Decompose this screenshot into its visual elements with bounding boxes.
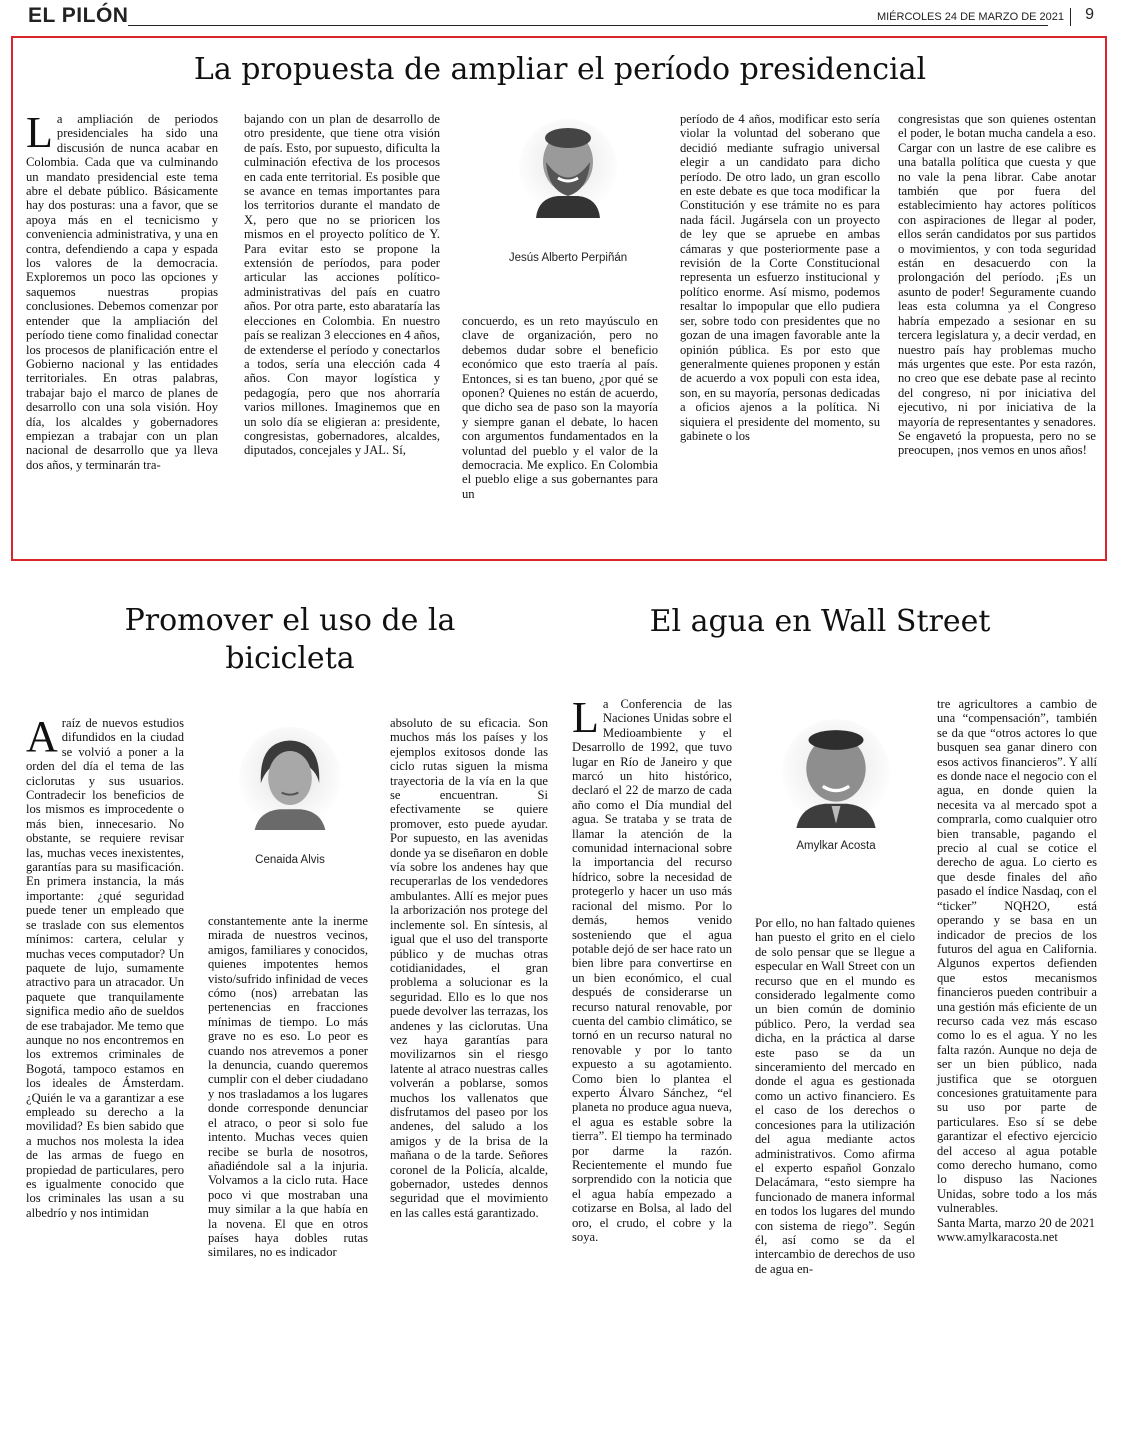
article1-col5-text: congresistas que son quienes ostentan el poder, le botan mucha candela a eso. Cargar con un lastre de ese calibre es una batalla política que cuesta y que no vale la pena librar. Cabe anotar también que por fuera del establecimiento hay actores políticos con aspiraciones de llegar al poder, ellos serán candidatos por sus partidos o movimientos, y con toda seguridad están en desacuerdo con la prolongación del período. ¡Es un asunto de poder! Seguramente cuando leas esta columna ya el Congreso habría empezado a sesionar en su tercera legislatura y, a decir verdad, en nuestro país hay problemas mucho más urgentes que este. Por esta razón, no creo que ese debate pase al recinto del congreso, ni por iniciativa del ejecutivo, ni por iniciativa de la mayoría de representantes y senadores. Se engavetó la propuesta, pero no se preocupen, ¡nos vemos en unos años! [898,112,1096,458]
article1-column-3 [462,314,658,501]
article3-column-2 [755,916,915,1276]
article1-column-4 [680,112,880,443]
author-website: www.amylkaracosta.net [937,1230,1058,1245]
signoff: Santa Marta, marzo 20 de 2021 [937,1215,1096,1230]
article3-col1-text: a Conferencia de las Naciones Unidas sobre el Medioambiente y el Desarrollo de 1992, que tuvo lugar en Río de Janeiro y que marcó un hito histórico, declaró el 22 de marzo de cada año como el Día mundial del agua. Se trataba y se trata de llamar la atención de la comunidad internacional sobre la importancia del recurso hídrico, sobre la necesidad de protegerlo y hacer un uso más racional del mismo. Por lo demás, hemos venido sosteniendo que el agua potable dejó de ser hace rato un bien libre para convertirse en un bien económico, el cual después de considerarse un recurso natural renovable, por cuenta del cambio climático, se tornó en un recurso natural no renovable y por lo tanto expuesto a su agotamiento. Como bien lo plantea el experto Álvaro Sánchez, “el planeta no produce agua nueva, el agua es estable sobre la tierra”. El tiempo ha terminado por darme la razón. Recientemente el mundo fue sorprendido con la noticia que el agua había empezado a cotizarse en Bolsa, al lado del oro, el crudo, el cobre y la soya. [572,697,732,1245]
article3-col2-text: Por ello, no han faltado quienes han puesto el grito en el cielo de solo pensar que se llegue a especular en Wall Street con un recurso que en el mundo es considerado legalmente como un bien común de dominio público. Pero, la verdad sea dicha, en la práctica al darse este paso se da un sinceramiento del mercado en donde el agua es gestionada como un activo financiero. Es el caso de los derechos o concesiones para la utilización del agua mediante actos administrativos. Como afirma el experto español Gonzalo Delacámara, “esto siempre ha funcionado de manera informal en todos los lugares del mundo con sistema de riego”. Según él, así como se da el intercambio de derechos de uso de agua en- [755,916,915,1276]
article1-col2-text: bajando con un plan de desarrollo de otro presidente, que tiene otra visión de país. Esto, por supuesto, dificulta la culminación efectiva de los procesos en cada ente territorial. Es posible que se avance en temas importantes para los territorios durante el mandato de X, pero que no se prioricen los mismos en el proyecto político de Y. Para evitar esto se propone la extensión de períodos, para poder articular las acciones político-administrativas del país en cuatro años. Por otra parte, esto abarataría las elecciones en Colombia. En nuestro país se realizan 3 elecciones en 4 años, de extenderse el período y conectarlos a todos, sería una elección cada 4 años. Con mayor logística y pedagogía, pero que nos ahorraría varios millones. Imaginemos que en un solo día se eligieran a: presidente, congresistas, gobernadores, alcaldes, diputados, concejales y JAL. Sí, [244,112,440,458]
article1-col4-text: período de 4 años, modificar esto sería violar la voluntad del soberano que decidió mediante sufragio universal elegir a un candidato para dicho período. De otro lado, un gran escollo en este debate es que toca modificar la Constitución y ese trámite no es para nada fácil. Jugársela con un proyecto de ley que se apruebe en ambas cámaras y que posteriormente pase a revisión de la Corte Constitucional representa un esfuerzo institucional y político enorme. Así mismo, podemos resaltar lo impopular que ello pudiera ser, sobre todo con presidentes que no gozan de una imagen favorable ante la opinión pública. Es por esto que generalmente quienes proponen y están de acuerdo a vox populi con esta idea, son, en su mayoría, personas dedicadas a oficios ajenos a la política. Ni siquiera el presidente del momento, su gabinete o los [680,112,880,443]
drop-cap: L [26,108,53,157]
article2-col3-text: absoluto de su eficacia. Son muchos más los países y los ejemplos exitosos donde las ciclo rutas siguen la misma trayectoria de la vía en la que se encuentran. Si efectivamente se quiere promover, esto puede ayudar. Por supuesto, en las avenidas donde ya se diseñaron en doble vía sobre los andenes hay que recuperarlas de los vendedores ambulantes. Allí es mejor pues la arborización nos protege del inclemente sol. En síntesis, al igual que el uso del transporte público y de muchas otras cotidianidades, el gran problema a solucionar es la seguridad. Ello es lo que nos puede devolver las terrazas, los andenes y las ciclorutas. Una vez haya garantías para movilizarnos sin el riesgo latente al atraco nuestras calles volverán a poblarse, somos muchos los vallenatos que disfrutamos del paseo por los andenes, del saludo a los amigos y de la brisa de la mañana o de la tarde. Señores coronel de la Policía, alcalde, gobernador, ustedes dennos seguridad que el movimiento en las calles está garantizado. [390,716,548,1220]
author-name: Cenaida Alvis [255,854,325,866]
article-title-water: El agua en Wall Street [649,604,991,639]
author-name: Jesús Alberto Perpiñán [508,252,628,264]
article1-col3-text: concuerdo, es un reto mayúsculo en clave de organización, pero no debemos dudar sobre el beneficio económico que esto traería al país. Entonces, si es tan bueno, ¿por qué se oponen? Quienes no están de acuerdo, que dicho sea de paso son la mayoría y siempre ganan el debate, lo hacen con argumentos fundamentados en la voluntad del pueblo y el valor de la democracia. Me explico. En Colombia el pueblo elige a sus gobernantes para un [462,314,658,501]
masthead-rule [128,25,1048,26]
author-name: Amylkar Acosta [796,840,876,852]
author-portrait [781,718,891,828]
article-title-bicycle: Promover el uso de la bicicleta [124,603,456,676]
author-block-alvis [210,726,370,876]
author-portrait [518,118,618,218]
article2-column-3 [390,716,548,1220]
article3-column-3 [937,697,1097,1244]
article1-column-5 [898,112,1096,458]
article2-col2-text: constantemente ante la inerme mirada de nuestros vecinos, amigos, familiares y conocidos, quienes impotentes hemos visto/sufrido infinidad de veces cómo (nos) arrebatan las pertenencias en fracciones mínimas de tiempo. Lo más grave no es eso. Lo peor es cuando nos atrevemos a poner la denuncia, cuando queremos cumplir con el deber ciudadano y nos trasladamos a los lugares donde corresponde denunciar el atraco, o peor si solo fue intento. Muchas veces quien recibe se burla de nosotros, añadiéndole sal a la injuria. Volvamos a la ciclo ruta. Hace poco vi que mostraban una muy similar a la que había en la novena. El que en otros países haya dobles rutas similares, no es indicador [208,914,368,1260]
article3-col3-text: tre agricultores a cambio de una “compensación”, también se da que “otros actores lo que busquen sea ganar dinero con esos activos financieros”. Y allí es donde nace el negocio con el agua, en donde quien la necesita va al mercado spot a comprarla, como cualquier otro bien transable, pagando el precio al cual se cotice el derecho de agua. Lo cierto es que desde finales del año pasado el índice Nasdaq, con el “ticker” NQH2O, está operando y se basa en un indicador de precios de los futuros del agua en California. Algunos expertos defienden que estos mecanismos financieros pueden contribuir a una gestión más eficiente de un recurso cada vez más escaso como lo es el agua. Y no les falta razón. Aunque no deja de ser un bien público, nada justifica que se otorguen concesiones gratuitamente para su uso por parte de particulares. Eso sí se debe garantizar el efectivo ejercicio del acceso al agua potable como derecho humano, como lo dispuso las Naciones Unidas, sobre todo a los más vulnerables. [937,697,1097,1216]
masthead-divider [1070,8,1071,26]
article2-col1-text: raíz de nuevos estudios difundidos en la ciudad se volvió a poner a la orden del día el tema de las ciclorutas y sus usuarios. Contradecir los beneficios de los mismos es improcedente o más bien, innecesario. No obstante, se requiere revisar las, muchas veces inexistentes, garantías para su masificación. En primera instancia, la más importante: ¿qué seguridad puede tener un empleado que se traslade con sus elementos mínimos: cartera, celular y muchas veces computador? Un paquete de lujo, sumamente atractivo para un atracador. Un paquete que tranquilamente significa medio año de sueldos de ese trabajador. Me temo que aunque no nos encontremos en los extremos criminales de Bogotá, tampoco estamos en los ideales de Ámsterdam. ¿Quién le va a garantizar a ese empleado su derecho a la movilidad? Es bien sabido que a muchos nos molesta la idea de las armas de fuego en propiedad de particulares, pero es igualmente conocido que los criminales las usan a su albedrío y nos intimidan [26,716,184,1220]
article1-col1-text: a ampliación de periodos presidenciales ha sido una discusión de nunca acabar en Colombia. Cada que va culminando un mandato presidencial este tema abre el debate público. Básicamente hay dos posturas: una a favor, que se apoya más en el tecnicismo y conveniencia administrativa, y una en contra, defendiendo a capa y espada los valores de la democracia. Exploremos un poco las opciones y saquemos nuestras propias conclusiones. Debemos comenzar por entender que la ampliación del período tiene como finalidad conectar los procesos de planificación entre el Gobierno nacional y las entidades territoriales. En otras palabras, trabajar bajo el marco de planes de desarrollo con una sola visión. Hoy día, los alcaldes y gobernadores empiezan a trabajar con un plan nacional de desarrollo que ya lleva dos años, y terminarán tra- [26,112,218,472]
masthead [28,6,1108,32]
page-number: 9 [1085,6,1094,23]
issue-date: MIÉRCOLES 24 DE MARZO DE 2021 [876,11,1064,23]
article3-column-1 [572,693,732,1245]
article-title-period: La propuesta de ampliar el período presidencial [193,52,927,87]
article1-column-2 [244,112,440,458]
author-block-perpinan [470,118,666,288]
author-block-acosta [756,718,916,868]
author-portrait [238,726,342,830]
newspaper-logo: EL PILÓN [28,4,129,27]
article2-column-2 [208,914,368,1260]
drop-cap: A [26,712,58,761]
drop-cap: L [572,693,599,742]
article2-column-1 [26,712,184,1220]
article1-column-1 [26,108,218,472]
